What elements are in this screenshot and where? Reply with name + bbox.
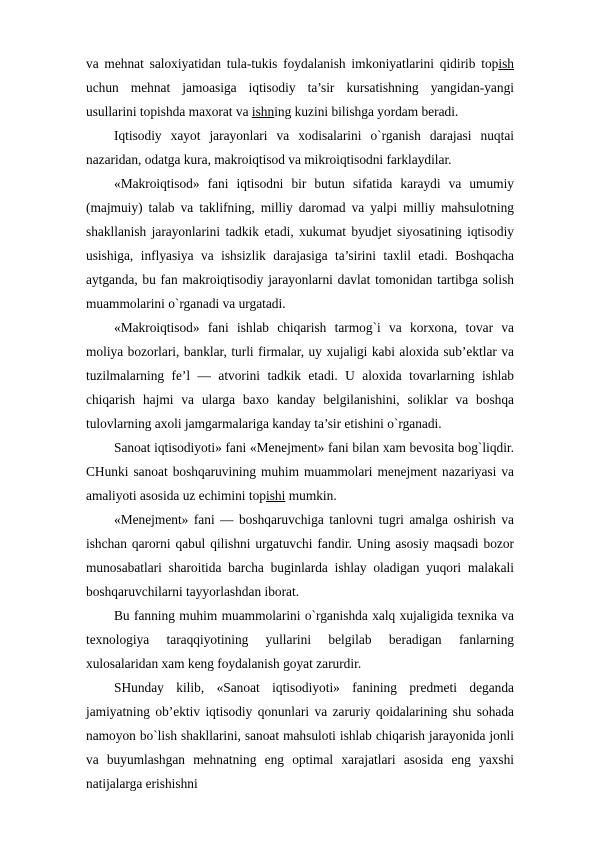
text-segment: SHunday kilib, «Sanoat iqtisodiyoti» fanining predmeti deganda jamiyatning ob’ektiv iqtisodiy qonunlari va zaruriy qoidalarining shu sohada namoyon bo`lish shakllarini, sanoat mahsuloti ishlab chiqarish jarayonida jonli va buyumlashgan mehnatning eng optimal xarajatlari asosida eng yaxshi natijalarga erishishni — [86, 680, 514, 791]
body-paragraph — [86, 436, 514, 508]
text-segment: uchun mehnat jamoasiga iqtisodiy ta’sir kursatishning yangidan-yangi usullarini topishda maxorat va — [86, 80, 514, 119]
body-paragraph — [86, 604, 514, 676]
text-segment: mumkin. — [285, 488, 337, 503]
text-segment: «Menejment» fani — boshqaruvchiga tanlovni tugri amalga oshirish va ishchan qarorni qabul qilishni urgatuvchi fandir. Uning asosiy maqsadi bozor munosabatlari sharoitida barcha buginlarda ishlay oladigan yuqori malakali boshqaruvchilarni tayyorlashdan iborat. — [86, 512, 514, 599]
body-paragraph — [86, 52, 514, 124]
text-segment: «Makroiqtisod» fani iqtisodni bir butun sifatida karaydi va umumiy (majmuiy) talab va taklifning, milliy daromad va yalpi milliy mahsulotning shakllanish jarayonlarini tadkik etadi, xukumat byudjet siyosatining iqtisodiy usishiga, inflyasiya va ishsizlik darajasiga ta’sirini taxlil etadi. Boshqacha aytganda, bu fan makroiqtisodiy jarayonlarni davlat tomonidan tartibga solish muammolarini o`rganadi va urgatadi. — [86, 176, 514, 311]
text-segment: ing kuzini bilishga yordam beradi. — [274, 104, 459, 119]
body-paragraph — [86, 172, 514, 316]
body-paragraph — [86, 316, 514, 436]
text-segment: Bu fanning muhim muammolarini o`rganishda xalq xujaligida texnika va texnologiya taraqqiyotining yullarini belgilab beradigan fanlarning xulosalaridan xam keng foydalanish goyat zarurdir. — [86, 608, 514, 671]
text-segment: va mehnat saloxiyatidan tula-tukis foydalanish imkoniyatlarini qidirib top — [86, 56, 499, 71]
underlined-text-segment: ishi — [266, 488, 286, 503]
body-paragraph — [86, 676, 514, 796]
text-segment: Iqtisodiy xayot jarayonlari va xodisalarini o`rganish darajasi nuqtai nazaridan, odatga kura, makroiqtisod va mikroiqtisodni farklaydilar. — [86, 128, 514, 167]
body-paragraph — [86, 124, 514, 172]
text-segment: «Makroiqtisod» fani ishlab chiqarish tarmog`i va korxona, tovar va moliya bozorlari, banklar, turli firmalar, uy xujaligi kabi aloxida sub’ektlar va tuzilmalarning fe’l — atvorini tadkik etadi. U aloxida tovarlarning ishlab chiqarish hajmi va ularga baxo kanday belgilanishini, soliklar va boshqa tulovlarning axoli jamgarmalariga kanday ta’sir etishini o`rganadi. — [86, 320, 514, 431]
document-page — [86, 52, 514, 796]
underlined-text-segment: ishn — [251, 104, 275, 119]
body-paragraph — [86, 508, 514, 604]
underlined-text-segment: ish — [498, 56, 514, 71]
text-segment: Sanoat iqtisodiyoti» fani «Menejment» fani bilan xam bevosita bog`liqdir. CHunki sanoat boshqaruvining muhim muammolari menejment nazariyasi va amaliyoti asosida uz echimini top — [86, 440, 514, 503]
